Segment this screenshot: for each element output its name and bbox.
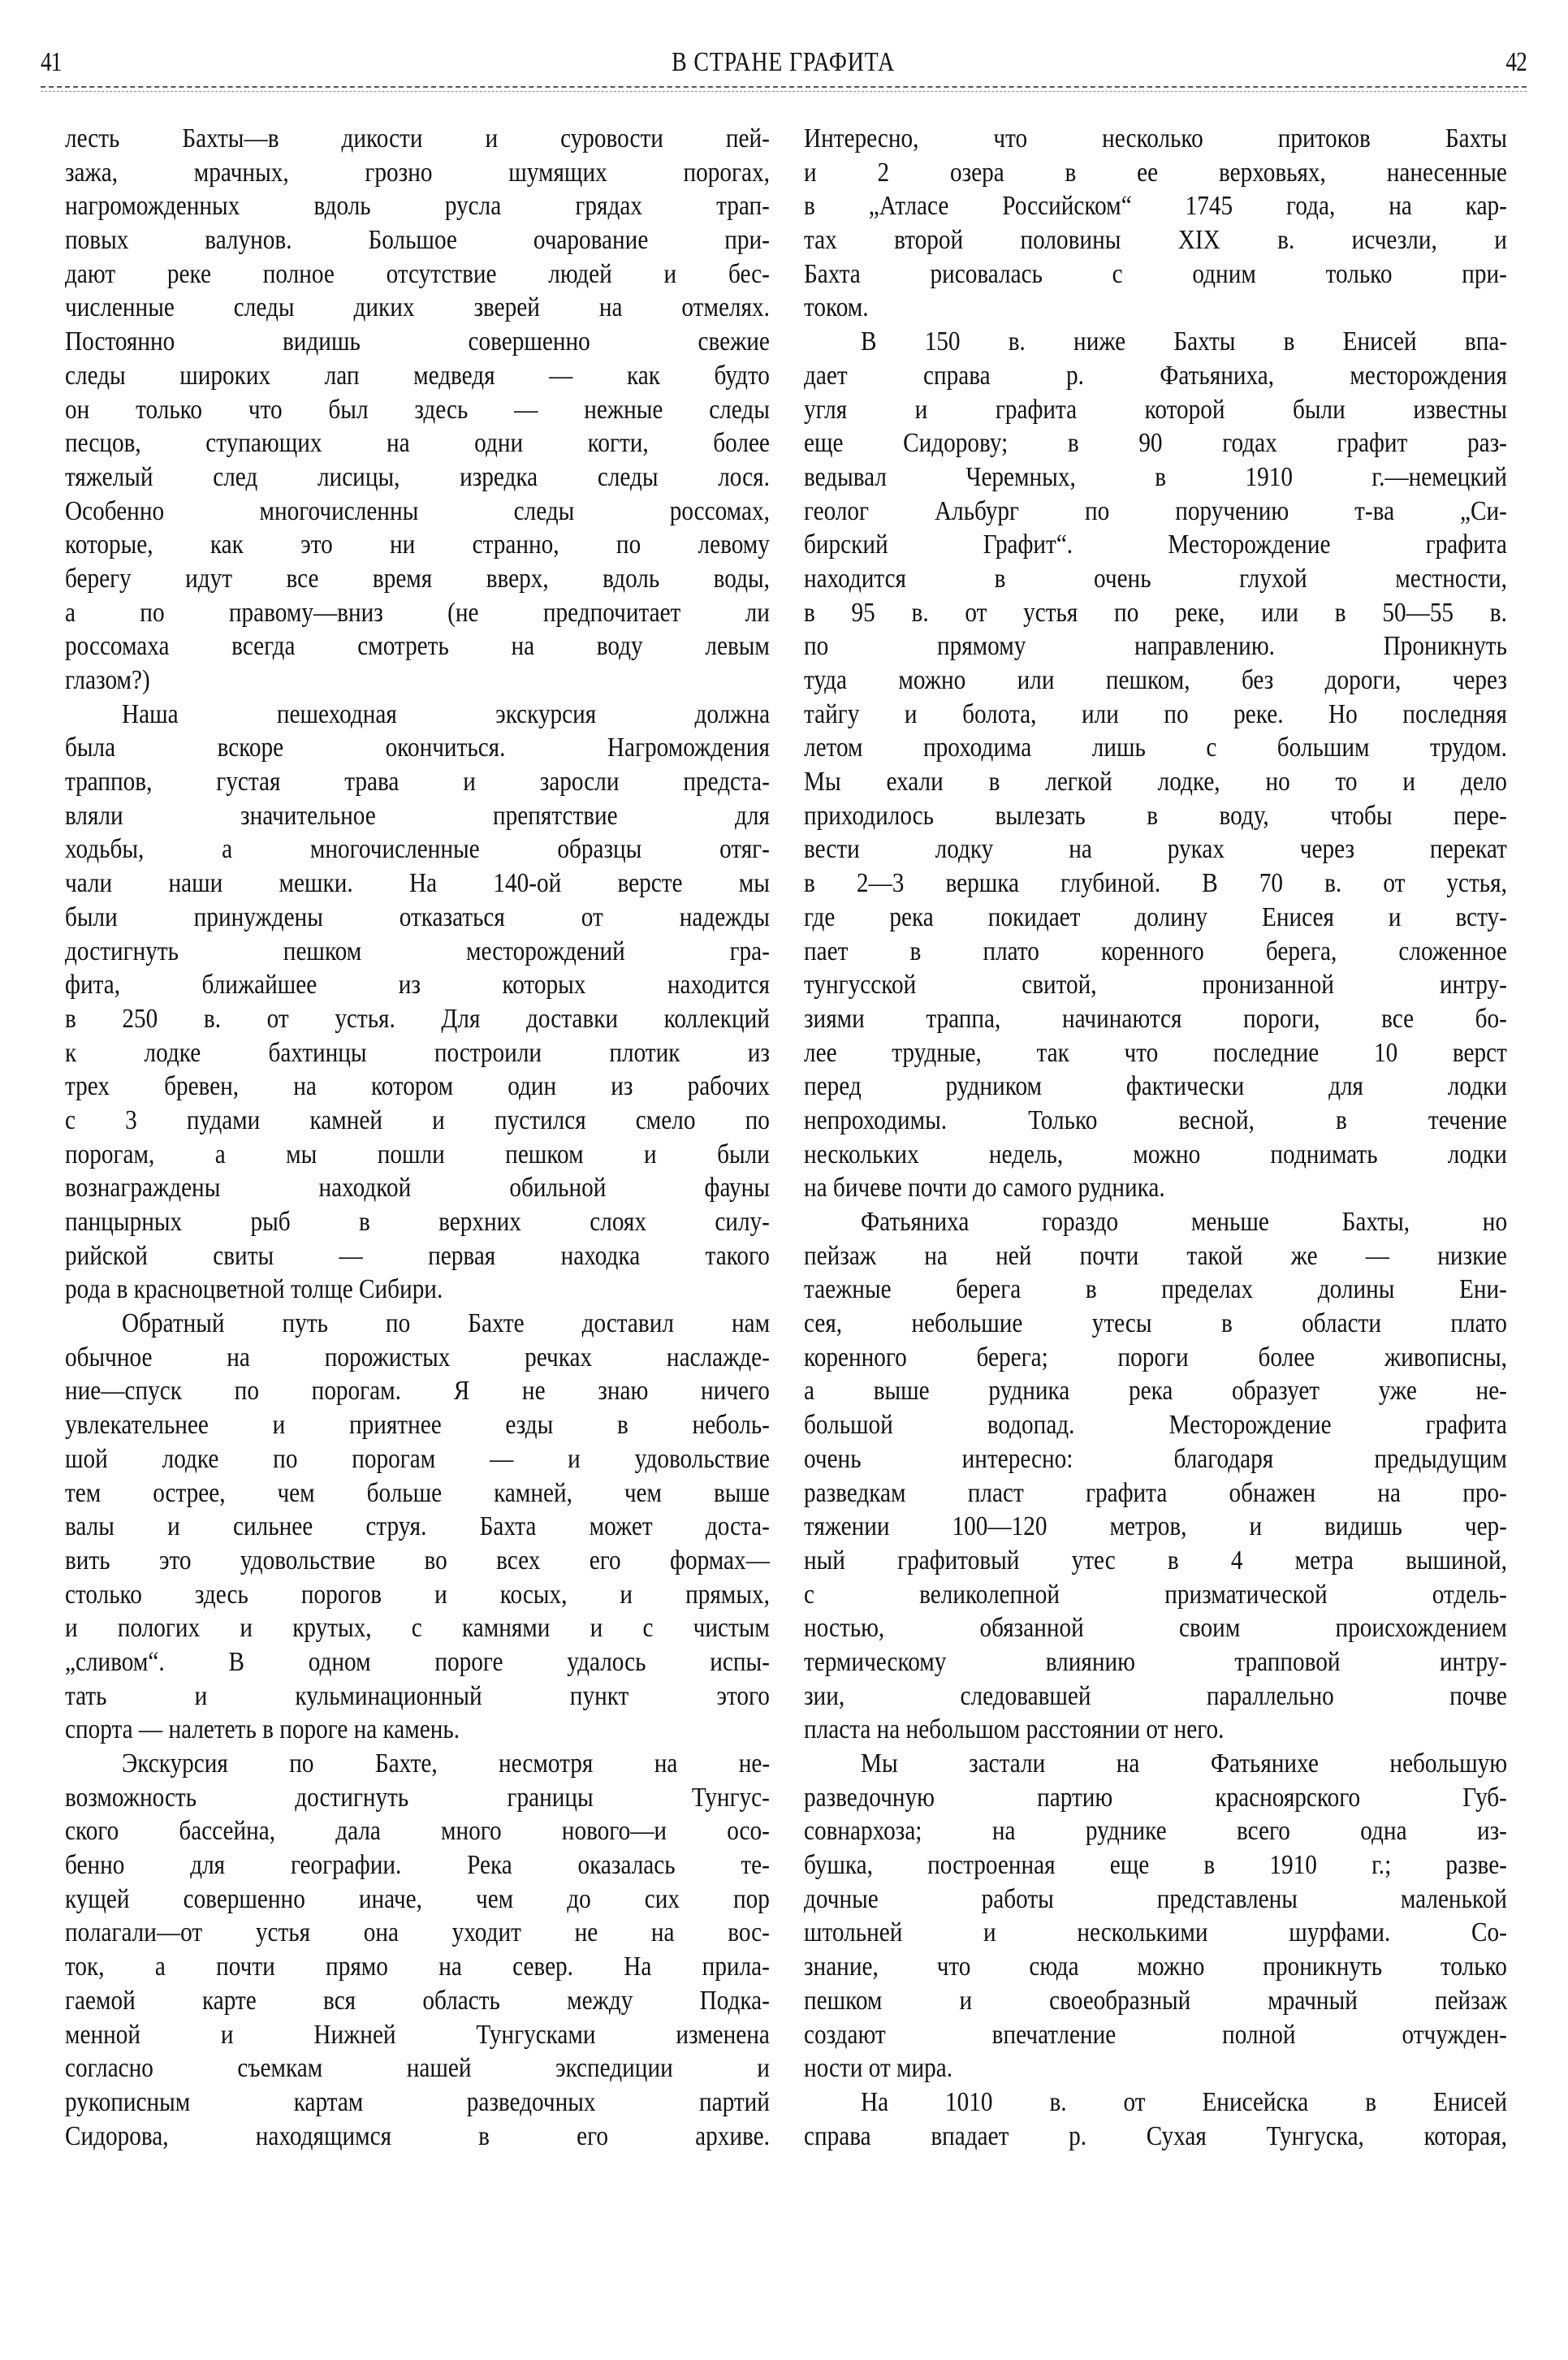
text-line-content: с великолепной призматической отдель-: [804, 1579, 1507, 1610]
text-line: [65, 1679, 771, 1714]
text-line: [804, 1205, 1509, 1239]
text-line: [804, 1544, 1509, 1578]
text-line: [804, 765, 1509, 799]
text-line: [65, 698, 771, 732]
text-line-content: ского бассейна, дала много нового—и осо-: [65, 1816, 770, 1847]
text-line-content: штольней и несколькими шурфами. Со-: [804, 1917, 1507, 1948]
text-line: [65, 1171, 771, 1205]
text-line-content: песцов, ступающих на одни когти, более: [65, 428, 770, 459]
text-line-content: бенно для географии. Река оказалась те-: [65, 1850, 770, 1881]
text-line: [804, 495, 1509, 529]
text-line-content: Наша пешеходная экскурсия должна: [122, 698, 771, 729]
text-line-content: рийской свиты — первая находка такого: [65, 1240, 770, 1271]
text-line: [804, 257, 1509, 292]
text-line: [65, 1341, 771, 1375]
text-column-left: [65, 122, 771, 2153]
text-line-content: Фатьяниха гораздо меньше Бахты, но: [861, 1207, 1508, 1237]
text-line: [65, 1070, 771, 1104]
text-line: [65, 867, 771, 901]
text-line: [65, 1510, 771, 1544]
text-line: [65, 1882, 771, 1917]
text-line-content: менной и Нижней Тунгусками изменена: [65, 2019, 770, 2050]
text-line-content: порогам, а мы пошли пешком и были: [65, 1139, 770, 1169]
text-line-content: „сливом“. В одном пороге удалось испы-: [65, 1646, 770, 1677]
text-line-content: Мы застали на Фатьянихе небольшую: [861, 1748, 1508, 1779]
text-line: [804, 1442, 1509, 1476]
running-title-text: В СТРАНЕ ГРАФИТА: [672, 47, 896, 77]
text-line: [804, 1578, 1509, 1612]
text-line: [65, 1645, 771, 1679]
text-line: [804, 629, 1509, 663]
text-line: [804, 935, 1509, 969]
text-line-content: ности от мира.: [804, 2053, 953, 2084]
running-title: [41, 42, 1527, 83]
text-line-content: столько здесь порогов и косых, и прямых,: [65, 1579, 770, 1610]
text-line: [804, 832, 1509, 867]
text-line-content: валы и сильнее струя. Бахта может доста-: [65, 1511, 770, 1542]
text-line-content: Экскурсия по Бахте, несмотря на не-: [122, 1748, 771, 1779]
text-line: [804, 393, 1509, 427]
text-line: [65, 1408, 771, 1442]
text-line-content: летом проходима лишь с большим трудом.: [804, 733, 1507, 763]
text-line-content: а по правому—вниз (не предпочитает ли: [65, 597, 770, 628]
text-line-content: полагали—от устья она уходит не на вос-: [65, 1917, 770, 1948]
text-line-content: На 1010 в. от Енисейска в Енисей: [861, 2086, 1508, 2117]
text-line: [65, 223, 771, 257]
text-line: [804, 901, 1509, 935]
text-line-content: достигнуть пешком месторождений гра-: [65, 936, 770, 966]
text-line-content: в 95 в. от устья по реке, или в 50—55 в.: [804, 597, 1507, 628]
text-line: [804, 799, 1509, 833]
text-line-content: нагроможденных вдоль русла грядах трап-: [65, 191, 770, 222]
text-line: [65, 1814, 771, 1848]
text-line-content: вести лодку на руках через перекат: [804, 834, 1507, 865]
text-line-content: лесть Бахты—в дикости и суровости пей-: [65, 123, 770, 153]
text-line: [804, 1307, 1509, 1341]
text-line: [65, 2120, 771, 2154]
text-line-content: с 3 пудами камней и пустился смело по: [65, 1104, 770, 1135]
text-line: [804, 2120, 1509, 2154]
header-rule-secondary: [41, 91, 1527, 92]
text-line: [65, 1713, 771, 1747]
text-line: [804, 1984, 1509, 2018]
text-line: [65, 1984, 771, 2018]
text-line-content: тайгу и болота, или по реке. Но последняя: [804, 698, 1507, 729]
text-line-content: и 2 озера в ее верховьях, нанесенные: [804, 157, 1507, 188]
text-line-content: разведкам пласт графита обнажен на про-: [804, 1477, 1507, 1508]
text-line: [65, 189, 771, 223]
text-line: [804, 1104, 1509, 1138]
text-line: [65, 1374, 771, 1408]
text-line-content: трех бревен, на котором один из рабочих: [65, 1071, 770, 1102]
text-line: [65, 968, 771, 1002]
text-line-content: в 2—3 вершка глубиной. В 70 в. от устья,: [804, 868, 1507, 899]
text-line: [65, 1916, 771, 1950]
text-line-content: создают впечатление полной отчужден-: [804, 2019, 1507, 2050]
text-line: [65, 629, 771, 663]
text-line-content: дают реке полное отсутствие людей и бес-: [65, 258, 770, 289]
text-line: [804, 1916, 1509, 1950]
text-line-content: Особенно многочисленны следы россомах,: [65, 495, 770, 526]
text-line-content: ный графитовый утес в 4 метра вышиной,: [804, 1545, 1507, 1575]
text-line: [65, 663, 771, 698]
text-line-content: дает справа р. Фатьяниха, месторождения: [804, 360, 1507, 391]
text-line-content: тунгусской свитой, пронизанной интру-: [804, 970, 1507, 1001]
text-line: [804, 223, 1509, 257]
text-line: [804, 1713, 1509, 1747]
text-line-content: возможность достигнуть границы Тунгус-: [65, 1782, 770, 1813]
text-line: [804, 1002, 1509, 1036]
text-line-content: согласно съемкам нашей экспедиции и: [65, 2053, 770, 2084]
text-line: [804, 731, 1509, 765]
text-line-content: еще Сидорову; в 90 годах графит раз-: [804, 428, 1507, 459]
text-line-content: вить это удовольствие во всех его формах—: [65, 1545, 770, 1575]
text-line: [65, 731, 771, 765]
text-line: [65, 1950, 771, 1984]
header-rule: [41, 86, 1527, 88]
text-line: [804, 1138, 1509, 1172]
text-line-content: угля и графита которой были известны: [804, 394, 1507, 425]
text-line-content: совнархоза; на руднике всего одна из-: [804, 1816, 1507, 1847]
text-line-content: тать и кульминационный пункт этого: [65, 1680, 770, 1711]
text-line: [804, 1341, 1509, 1375]
text-line-content: знание, что сюда можно проникнуть только: [804, 1952, 1507, 1982]
text-line-content: спорта — налететь в пороге на камень.: [65, 1714, 460, 1745]
text-line-content: Мы ехали в легкой лодке, но то и дело: [804, 767, 1507, 797]
text-line-content: на бичеве почти до самого рудника.: [804, 1173, 1165, 1204]
text-line: [65, 1002, 771, 1036]
text-line: [65, 1138, 771, 1172]
text-line-content: была вскоре окончиться. Нагромождения: [65, 733, 770, 763]
text-line-content: Постоянно видишь совершенно свежие: [65, 326, 770, 357]
text-line: [804, 1611, 1509, 1645]
text-line: [65, 122, 771, 156]
text-line: [804, 1781, 1509, 1815]
text-line: [65, 1611, 771, 1645]
text-line-content: Интересно, что несколько притоков Бахты: [804, 123, 1507, 153]
text-line-content: гаемой карте вся область между Подка-: [65, 1985, 770, 2016]
text-line: [804, 2018, 1509, 2052]
text-line-content: рода в красноцветной толще Сибири.: [65, 1274, 443, 1305]
text-line: [65, 1273, 771, 1307]
text-line: [804, 1882, 1509, 1917]
text-line: [65, 799, 771, 833]
text-line-content: большой водопад. Месторождение графита: [804, 1410, 1507, 1441]
text-line-content: Сидорова, находящимся в его архиве.: [65, 2120, 770, 2151]
text-line-content: приходилось вылезать в воду, чтобы пере-: [804, 800, 1507, 831]
text-line: [65, 1104, 771, 1138]
text-line-content: лее трудные, так что последние 10 верст: [804, 1037, 1507, 1068]
text-line-content: чали наши мешки. На 140-ой версте мы: [65, 868, 770, 899]
text-line-content: нескольких недель, можно поднимать лодки: [804, 1139, 1507, 1169]
text-line-content: фита, ближайшее из которых находится: [65, 970, 770, 1001]
text-line-content: панцырных рыб в верхних слоях силу-: [65, 1207, 770, 1237]
text-line: [65, 562, 771, 596]
text-line: [65, 2086, 771, 2120]
text-line: [65, 393, 771, 427]
text-line-content: зиями траппа, начинаются пороги, все бо-: [804, 1003, 1507, 1034]
text-line: [65, 1747, 771, 1781]
text-line: [65, 1205, 771, 1239]
text-line-content: повых валунов. Большое очарование при-: [65, 225, 770, 256]
page-number-left: 41: [41, 47, 62, 77]
text-line-content: очень интересно: благодаря предыдущим: [804, 1443, 1507, 1474]
text-line: [804, 1171, 1509, 1205]
text-line: [65, 325, 771, 359]
text-line: [804, 426, 1509, 460]
text-line: [804, 698, 1509, 732]
text-line: [804, 1848, 1509, 1882]
text-line-content: и пологих и крутых, с камнями и с чистым: [65, 1613, 770, 1644]
text-line: [804, 1814, 1509, 1848]
text-line-content: бирский Графит“. Месторождение графита: [804, 529, 1507, 560]
text-line-content: вляли значительное препятствие для: [65, 800, 770, 831]
text-line: [804, 1070, 1509, 1104]
text-line: [65, 1544, 771, 1578]
text-line-content: тем острее, чем больше камней, чем выше: [65, 1477, 770, 1508]
text-line: [65, 765, 771, 799]
text-line: [65, 1307, 771, 1341]
text-line: [65, 1476, 771, 1511]
text-line-content: в 250 в. от устья. Для доставки коллекций: [65, 1003, 770, 1034]
text-line: [65, 2018, 771, 2052]
text-line: [804, 1239, 1509, 1273]
text-line-content: пешком и своеобразный мрачный пейзаж: [804, 1985, 1507, 2016]
text-line-content: разведочную партию красноярского Губ-: [804, 1782, 1507, 1813]
text-line: [65, 1442, 771, 1476]
text-line: [804, 596, 1509, 630]
text-line: [65, 495, 771, 529]
text-line-content: в „Атласе Российском“ 1745 года, на кар-: [804, 191, 1507, 222]
text-line-content: тяжении 100—120 метров, и видишь чер-: [804, 1511, 1507, 1542]
text-line-content: рукописным картам разведочных партий: [65, 2086, 770, 2117]
text-line-content: вознаграждены находкой обильной фауны: [65, 1173, 770, 1204]
text-column-right: [804, 122, 1509, 2153]
text-line: [804, 325, 1509, 359]
text-line: [804, 1747, 1509, 1781]
text-line-content: перед рудником фактически для лодки: [804, 1071, 1507, 1102]
text-line: [804, 1950, 1509, 1984]
text-line: [804, 1645, 1509, 1679]
text-line-content: он только что был здесь — нежные следы: [65, 394, 770, 425]
text-line-content: численные следы диких зверей на отмелях.: [65, 292, 770, 323]
text-line: [65, 901, 771, 935]
text-line: [804, 1510, 1509, 1544]
text-line: [65, 460, 771, 495]
text-line-content: сея, небольшие утесы в области плато: [804, 1308, 1507, 1339]
text-line: [804, 1273, 1509, 1307]
text-line-content: В 150 в. ниже Бахты в Енисей впа-: [861, 326, 1508, 357]
text-line: [65, 1239, 771, 1273]
text-line-content: по прямому направлению. Проникнуть: [804, 631, 1507, 662]
text-line-content: были принуждены отказаться от надежды: [65, 901, 770, 932]
text-line-content: Бахта рисовалась с одним только при-: [804, 258, 1507, 289]
text-line-content: пает в плато коренного берега, сложенное: [804, 936, 1507, 966]
text-line: [65, 291, 771, 325]
text-line-content: зии, следовавшей параллельно почве: [804, 1680, 1507, 1711]
text-line-content: ходьбы, а многочисленные образцы отяг-: [65, 834, 770, 865]
text-line-content: тах второй половины XIX в. исчезли, и: [804, 225, 1507, 256]
text-line: [804, 1476, 1509, 1511]
text-line: [65, 1781, 771, 1815]
text-line: [65, 426, 771, 460]
text-line: [65, 1578, 771, 1612]
text-line-content: Обратный путь по Бахте доставил нам: [122, 1308, 771, 1339]
text-line: [804, 1036, 1509, 1070]
text-line-content: россомаха всегда смотреть на воду левым: [65, 631, 770, 662]
text-line-content: где река покидает долину Енисея и всту-: [804, 901, 1507, 932]
text-line-content: геолог Альбург по поручению т-ва „Си-: [804, 495, 1507, 526]
text-line-content: током.: [804, 292, 869, 323]
text-line-content: траппов, густая трава и заросли предста-: [65, 767, 770, 797]
text-line: [804, 663, 1509, 698]
page-number-right: 42: [1505, 47, 1527, 77]
text-line: [65, 1848, 771, 1882]
text-line: [65, 257, 771, 292]
text-line-content: к лодке бахтинцы построили плотик из: [65, 1037, 770, 1068]
text-line: [804, 968, 1509, 1002]
text-line: [65, 359, 771, 393]
text-line-content: дочные работы представлены маленькой: [804, 1883, 1507, 1914]
text-line-content: таежные берега в пределах долины Ени-: [804, 1274, 1507, 1305]
text-line: [804, 562, 1509, 596]
text-line: [804, 1374, 1509, 1408]
text-line: [804, 189, 1509, 223]
text-line-content: находится в очень глухой местности,: [804, 563, 1507, 594]
running-header: [41, 42, 1527, 83]
text-line-content: обычное на порожистых речках наслажде-: [65, 1342, 770, 1372]
text-line: [804, 1679, 1509, 1714]
text-line-content: увлекательнее и приятнее езды в неболь-: [65, 1410, 770, 1441]
text-line-content: непроходимы. Только весной, в течение: [804, 1104, 1507, 1135]
text-line-content: глазом?): [65, 665, 150, 695]
text-line: [804, 291, 1509, 325]
text-line-content: а выше рудника река образует уже не-: [804, 1376, 1507, 1407]
text-line-content: ние—спуск по порогам. Я не знаю ничего: [65, 1376, 770, 1407]
text-line: [804, 2051, 1509, 2086]
text-line-content: туда можно или пешком, без дороги, через: [804, 665, 1507, 695]
text-line-content: бушка, построенная еще в 1910 г.; разве-: [804, 1850, 1507, 1881]
text-line: [65, 528, 771, 562]
text-line: [804, 1408, 1509, 1442]
text-line-content: которые, как это ни странно, по левому: [65, 529, 770, 560]
text-line: [65, 1036, 771, 1070]
text-line-content: ведывал Черемных, в 1910 г.—немецкий: [804, 461, 1507, 492]
text-line-content: шой лодке по порогам — и удовольствие: [65, 1443, 770, 1474]
text-line: [804, 156, 1509, 190]
text-line-content: ток, а почти прямо на север. На прила-: [65, 1952, 770, 1982]
text-line-content: следы широких лап медведя — как будто: [65, 360, 770, 391]
text-line-content: зажа, мрачных, грозно шумящих порогах,: [65, 157, 770, 188]
text-line-content: пейзаж на ней почти такой же — низкие: [804, 1240, 1507, 1271]
text-line-content: коренного берега; пороги более живописны,: [804, 1342, 1507, 1372]
text-line: [65, 156, 771, 190]
text-line: [65, 935, 771, 969]
text-line: [804, 528, 1509, 562]
text-line-content: кущей совершенно иначе, чем до сих пор: [65, 1883, 770, 1914]
text-line: [804, 2086, 1509, 2120]
text-line: [804, 359, 1509, 393]
text-line: [65, 832, 771, 867]
text-line-content: термическому влиянию трапповой интру-: [804, 1646, 1507, 1677]
text-line-content: берегу идут все время вверх, вдоль воды,: [65, 563, 770, 594]
text-line-content: справа впадает р. Сухая Тунгуска, которая,: [804, 2120, 1507, 2151]
text-line: [804, 867, 1509, 901]
text-line-content: ностью, обязанной своим происхождением: [804, 1613, 1507, 1644]
text-line: [65, 596, 771, 630]
text-line-content: пласта на небольшом расстоянии от него.: [804, 1714, 1225, 1745]
text-line: [65, 2051, 771, 2086]
text-line-content: тяжелый след лисицы, изредка следы лося.: [65, 461, 770, 492]
text-line: [804, 122, 1509, 156]
text-line: [804, 460, 1509, 495]
